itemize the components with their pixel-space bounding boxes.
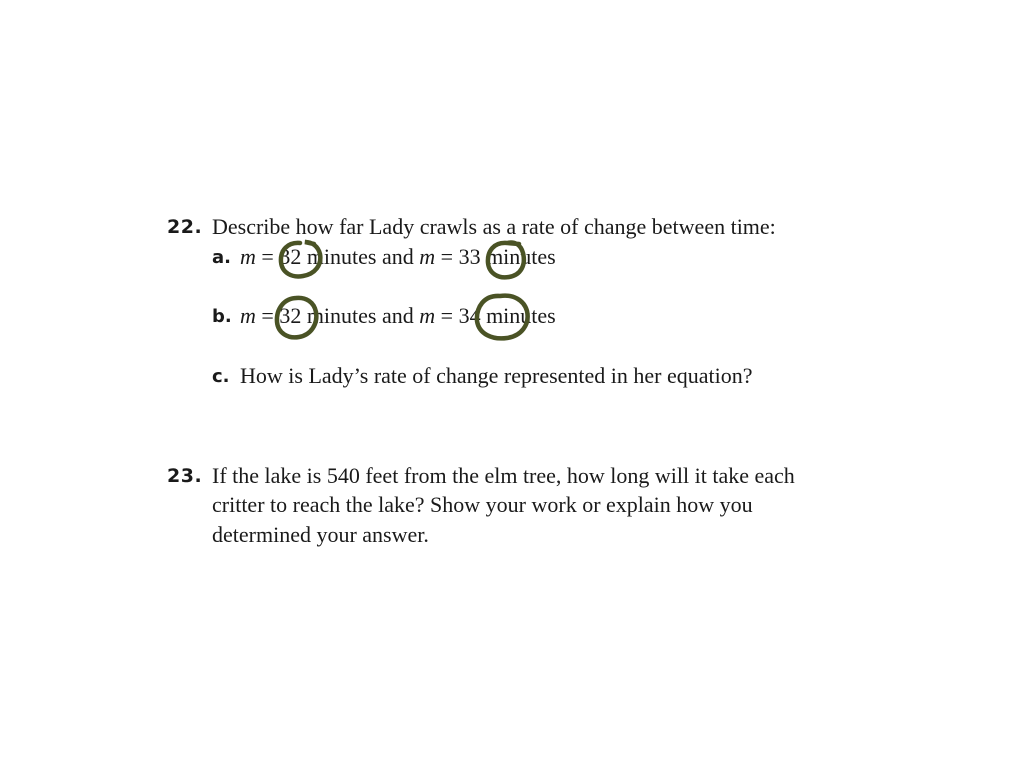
problem-text-line: critter to reach the lake? Show your work or explain how you xyxy=(212,492,753,517)
variable-m: m xyxy=(419,303,436,328)
equals-sign: = xyxy=(255,303,280,328)
equals-sign: = xyxy=(435,244,459,269)
equals-sign: = xyxy=(435,303,459,328)
equals-sign: = xyxy=(255,244,280,269)
unit-text: minutes xyxy=(480,303,556,328)
problem-text-line: If the lake is 540 feet from the elm tree, how long will it take each xyxy=(212,463,795,488)
value-end: 33 xyxy=(458,244,481,269)
variable-m: m xyxy=(240,303,256,328)
problem-prompt: Describe how far Lady crawls as a rate of change between time: xyxy=(212,214,776,239)
part-a-letter: a. xyxy=(212,247,231,268)
part-c-text: How is Lady’s rate of change represented in her equation? xyxy=(240,363,753,388)
problem-text-line: determined your answer. xyxy=(212,522,429,547)
problem-number: 22. xyxy=(167,216,203,238)
variable-m: m xyxy=(240,244,256,269)
connector-text: minutes and xyxy=(301,244,420,269)
value-start: 32 xyxy=(279,303,302,328)
problem-number: 23. xyxy=(167,465,203,487)
part-b-text xyxy=(240,303,556,329)
value-start: 32 xyxy=(279,244,302,269)
part-b-letter: b. xyxy=(212,306,232,327)
part-a-text xyxy=(240,244,556,270)
part-c-letter: c. xyxy=(212,366,230,387)
unit-text: minutes xyxy=(480,244,556,269)
connector-text: minutes and xyxy=(301,303,420,328)
value-end: 34 xyxy=(458,303,481,328)
variable-m: m xyxy=(419,244,436,269)
